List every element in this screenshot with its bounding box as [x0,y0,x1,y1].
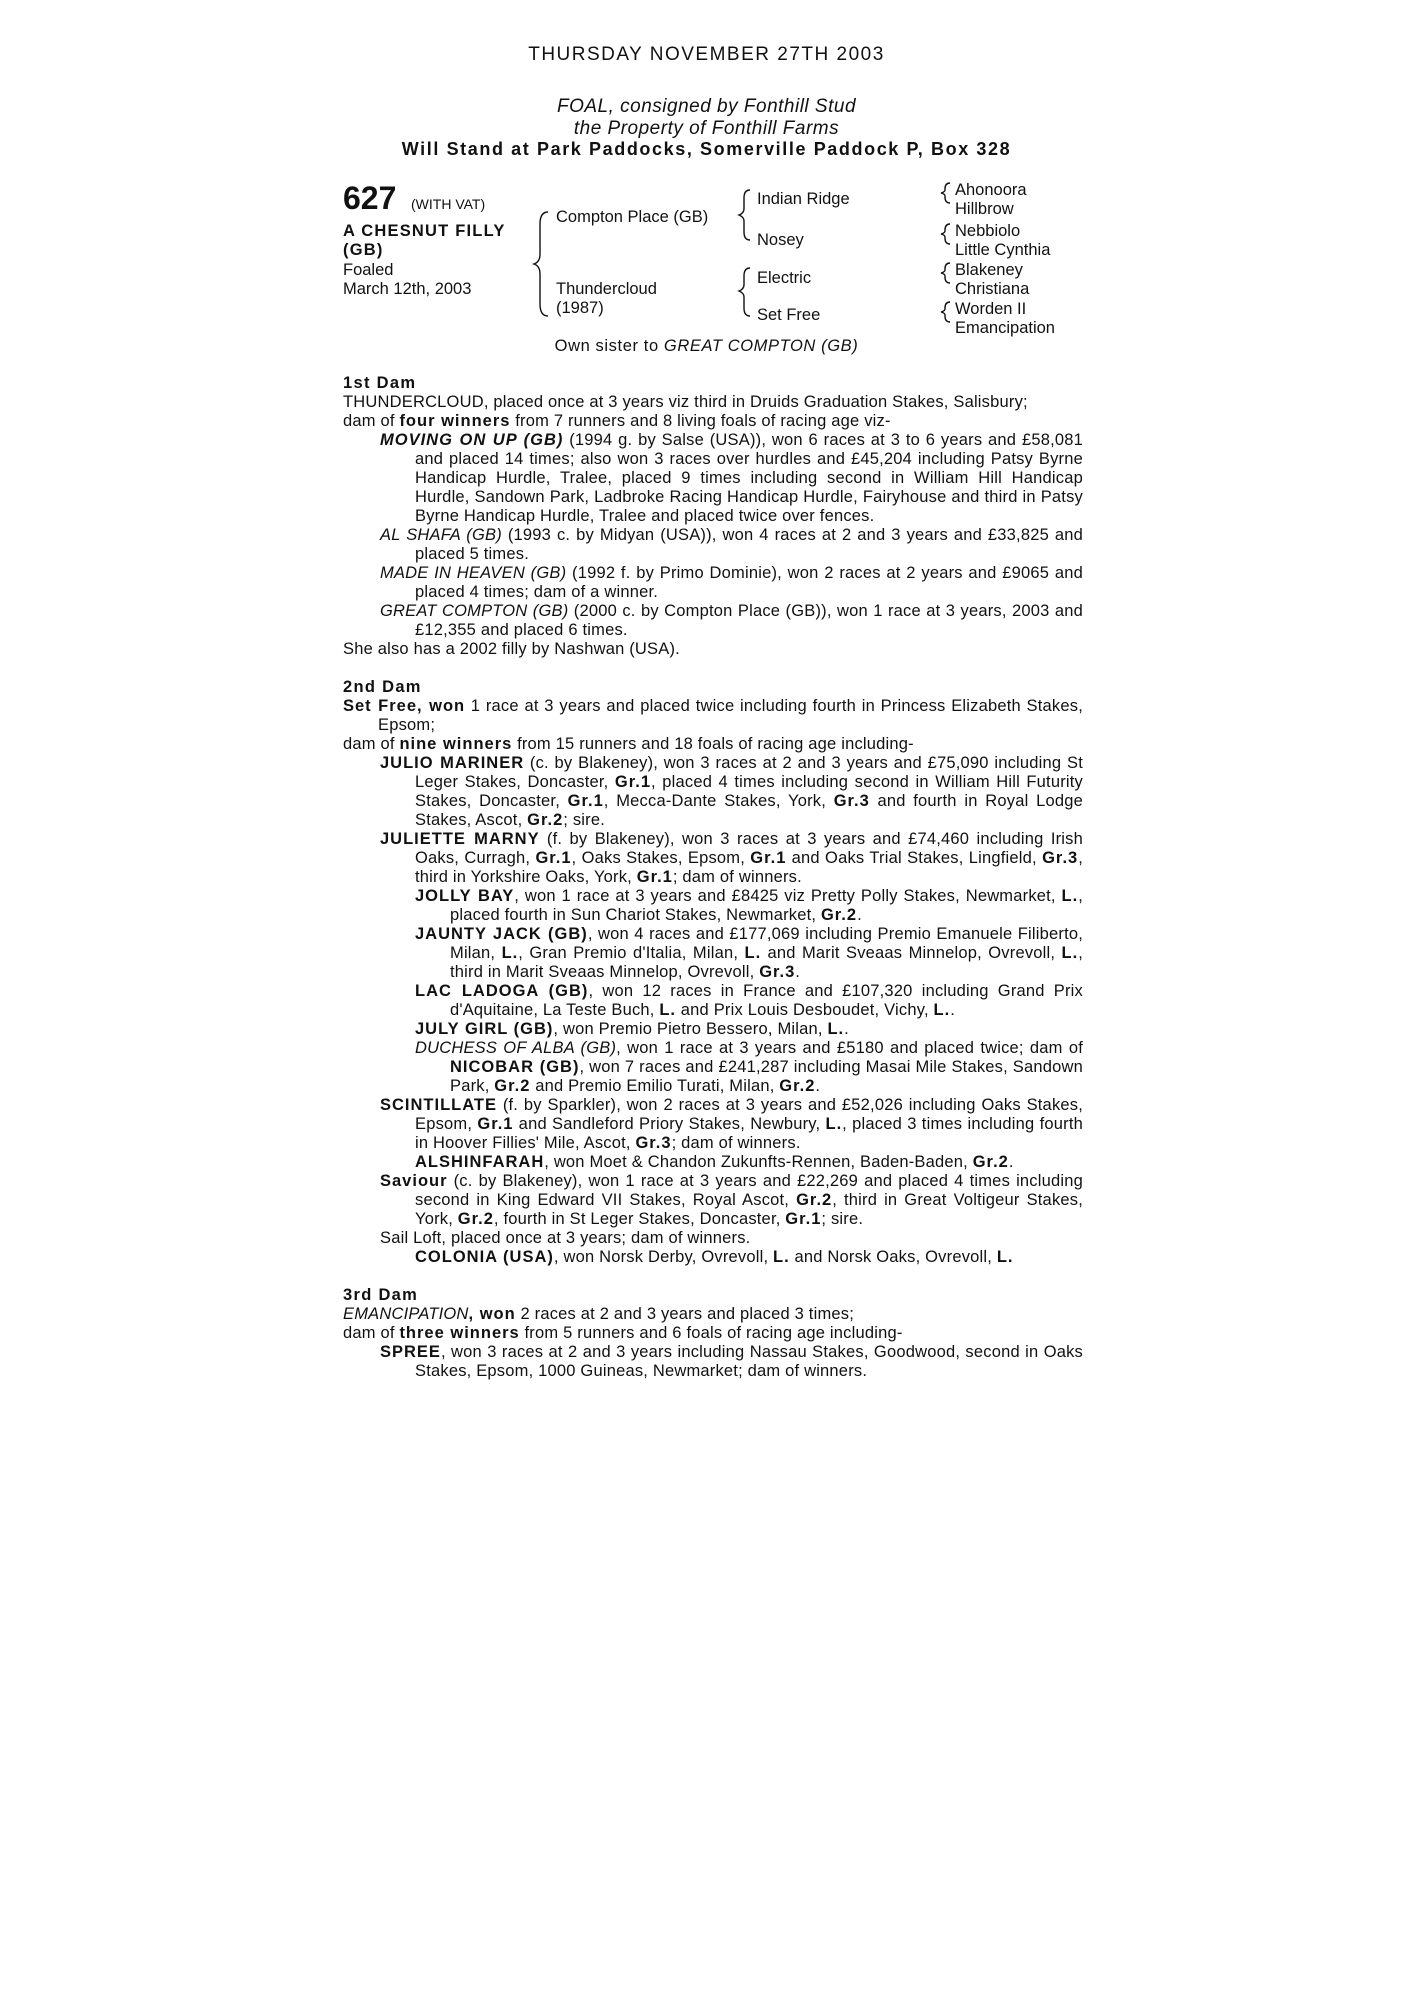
list-item: GREAT COMPTON (GB) (2000 c. by Compton Place (GB)), won 1 race at 3 years, 2003 and £12,355 and placed 6 times. [380,602,1084,639]
pedigree-g7: Worden II [955,300,1027,318]
second-dam-record: Set Free, won 1 race at 3 years and placed twice including fourth in Princess Elizabeth Stakes, Epsom; [343,697,1083,734]
horse-sex-colour: A CHESNUT FILLY [343,222,506,240]
stand-location: Will Stand at Park Paddocks, Somerville Paddock P, Box 328 [401,139,1012,159]
pedigree-g1: Ahonoora [955,181,1027,199]
list-item: AL SHAFA (GB) (1993 c. by Midyan (USA)), won 4 races at 2 and 3 years and £33,825 and placed 5 times. [380,526,1083,563]
pedigree-g5: Blakeney [955,261,1023,279]
own-sister-note: Own sister to GREAT COMPTON (GB) [554,337,859,355]
horse-origin: (GB) [343,241,384,259]
third-dam-heading: 3rd Dam [343,1286,419,1304]
brace-g2 [941,224,950,244]
brace-sire-line [739,190,750,240]
sale-date: THURSDAY NOVEMBER 27TH 2003 [528,44,885,65]
pedigree-sire: Compton Place (GB) [556,208,709,226]
list-item: JULIO MARINER (c. by Blakeney), won 3 races at 2 and 3 years and £75,090 including St Leger Stakes, Doncaster, Gr.1, placed 4 times including second in William Hill Futurity Stakes, Doncaster, Gr.1, Mecca-Dante Stakes, York, Gr.3 and fourth in Royal Lodge Stakes, Ascot, Gr.2; sire. [380,754,1084,829]
list-item: Sail Loft, placed once at 3 years; dam of winners. [380,1229,751,1247]
first-dam-produce-summary: dam of four winners from 7 runners and 8 living foals of racing age viz- [343,412,891,430]
list-item: DUCHESS OF ALBA (GB), won 1 race at 3 years and £5180 and placed twice; dam of NICOBAR (GB), won 7 races and £241,287 including Masai Mile Stakes, Sandown Park, Gr.2 and Premio Emilio Turati, Milan, Gr.2. [415,1039,1083,1095]
brace-g3 [941,263,950,283]
list-item: ALSHINFARAH, won Moet & Chandon Zukunfts-Rennen, Baden-Baden, Gr.2. [415,1153,1014,1171]
first-dam-heading: 1st Dam [343,374,417,392]
pedigree-dam-dam: Set Free [757,306,821,324]
brace-sire-dam [534,212,548,316]
pedigree-dam-sire: Electric [757,269,812,287]
list-item: SCINTILLATE (f. by Sparkler), won 2 races at 3 years and £52,026 including Oaks Stakes, Epsom, Gr.1 and Sandleford Priory Stakes, Newbury, L., placed 3 times including fourth in Hoover Fillies' Mile, Ascot, Gr.3; dam of winners. [380,1096,1083,1152]
pedigree-g6: Christiana [955,280,1030,298]
catalogue-body [343,374,1083,1381]
vat-note: (WITH VAT) [411,196,486,212]
second-dam-heading: 2nd Dam [343,678,422,696]
pedigree-sire-dam: Nosey [757,231,804,249]
first-dam-also: She also has a 2002 filly by Nashwan (USA). [343,640,680,658]
brace-g1 [941,183,950,203]
pedigree-sire-sire: Indian Ridge [757,190,850,208]
second-dam-produce-summary: dam of nine winners from 15 runners and 18 foals of racing age including- [343,735,914,753]
list-item: JAUNTY JACK (GB), won 4 races and £177,069 including Premio Emanuele Filiberto, Milan, L., Gran Premio d'Italia, Milan, L. and Marit Sveaas Minnelop, Ovrevoll, L., third in Marit Sveaas Minnelop, Ovrevoll, Gr.3. [415,925,1084,981]
third-dam-record: EMANCIPATION, won 2 races at 2 and 3 years and placed 3 times; [343,1305,854,1323]
pedigree-g3: Nebbiolo [955,222,1021,240]
list-item: JULIETTE MARNY (f. by Blakeney), won 3 races at 3 years and £74,460 including Irish Oaks, Curragh, Gr.1, Oaks Stakes, Epsom, Gr.1 and Oaks Trial Stakes, Lingfield, Gr.3, third in Yorkshire Oaks, York, Gr.1; dam of winners. [380,830,1083,886]
brace-g4 [941,302,950,322]
list-item: MOVING ON UP (GB) (1994 g. by Salse (USA)), won 6 races at 3 to 6 years and £58,081 and placed 14 times; also won 3 races over hurdles and £45,204 including Patsy Byrne Handicap Hurdle, Tralee, placed 9 times including second in William Hill Handicap Hurdle, Sandown Park, Ladbroke Racing Handicap Hurdle, Fairyhouse and third in Patsy Byrne Handicap Hurdle, Tralee and placed twice over fences. [380,431,1083,525]
pedigree-braces [0,0,1413,360]
list-item: Saviour (c. by Blakeney), won 1 race at 3 years and £22,269 and placed 4 times including second in King Edward VII Stakes, Royal Ascot, Gr.2, third in Great Voltigeur Stakes, York, Gr.2, fourth in St Leger Stakes, Doncaster, Gr.1; sire. [380,1172,1083,1228]
lot-number: 627 [343,180,397,216]
brace-dam-line [739,268,750,316]
third-dam-produce-summary: dam of three winners from 5 runners and 6 foals of racing age including- [343,1324,903,1342]
list-item: LAC LADOGA (GB), won 12 races in France and £107,320 including Grand Prix d'Aquitaine, La Teste Buch, L. and Prix Louis Desboudet, Vichy, L.. [415,982,1084,1019]
property-line: the Property of Fonthill Farms [573,118,840,139]
foaled-label: Foaled [343,261,394,279]
list-item: MADE IN HEAVEN (GB) (1992 f. by Primo Dominie), won 2 races at 2 years and £9065 and placed 4 times; dam of a winner. [380,564,1084,601]
pedigree-dam: Thundercloud [556,280,657,298]
pedigree-g2: Hillbrow [955,200,1014,218]
pedigree-dam-year: (1987) [556,299,604,317]
list-item: COLONIA (USA), won Norsk Derby, Ovrevoll, L. and Norsk Oaks, Ovrevoll, L. [415,1248,1014,1266]
first-dam-record: THUNDERCLOUD, placed once at 3 years viz third in Druids Graduation Stakes, Salisbury; [343,393,1028,411]
sister-name: GREAT COMPTON (GB) [663,337,859,355]
list-item: SPREE, won 3 races at 2 and 3 years including Nassau Stakes, Goodwood, second in Oaks Stakes, Epsom, 1000 Guineas, Newmarket; dam of winners. [380,1343,1083,1380]
pedigree-g8: Emancipation [955,319,1055,337]
consignor-line: FOAL, consigned by Fonthill Stud [556,96,857,117]
list-item: JOLLY BAY, won 1 race at 3 years and £8425 viz Pretty Polly Stakes, Newmarket, L., placed fourth in Sun Chariot Stakes, Newmarket, Gr.2. [415,887,1083,924]
pedigree-g4: Little Cynthia [955,241,1051,259]
list-item: JULY GIRL (GB), won Premio Pietro Bessero, Milan, L.. [415,1020,849,1038]
foaled-date: March 12th, 2003 [343,280,472,298]
